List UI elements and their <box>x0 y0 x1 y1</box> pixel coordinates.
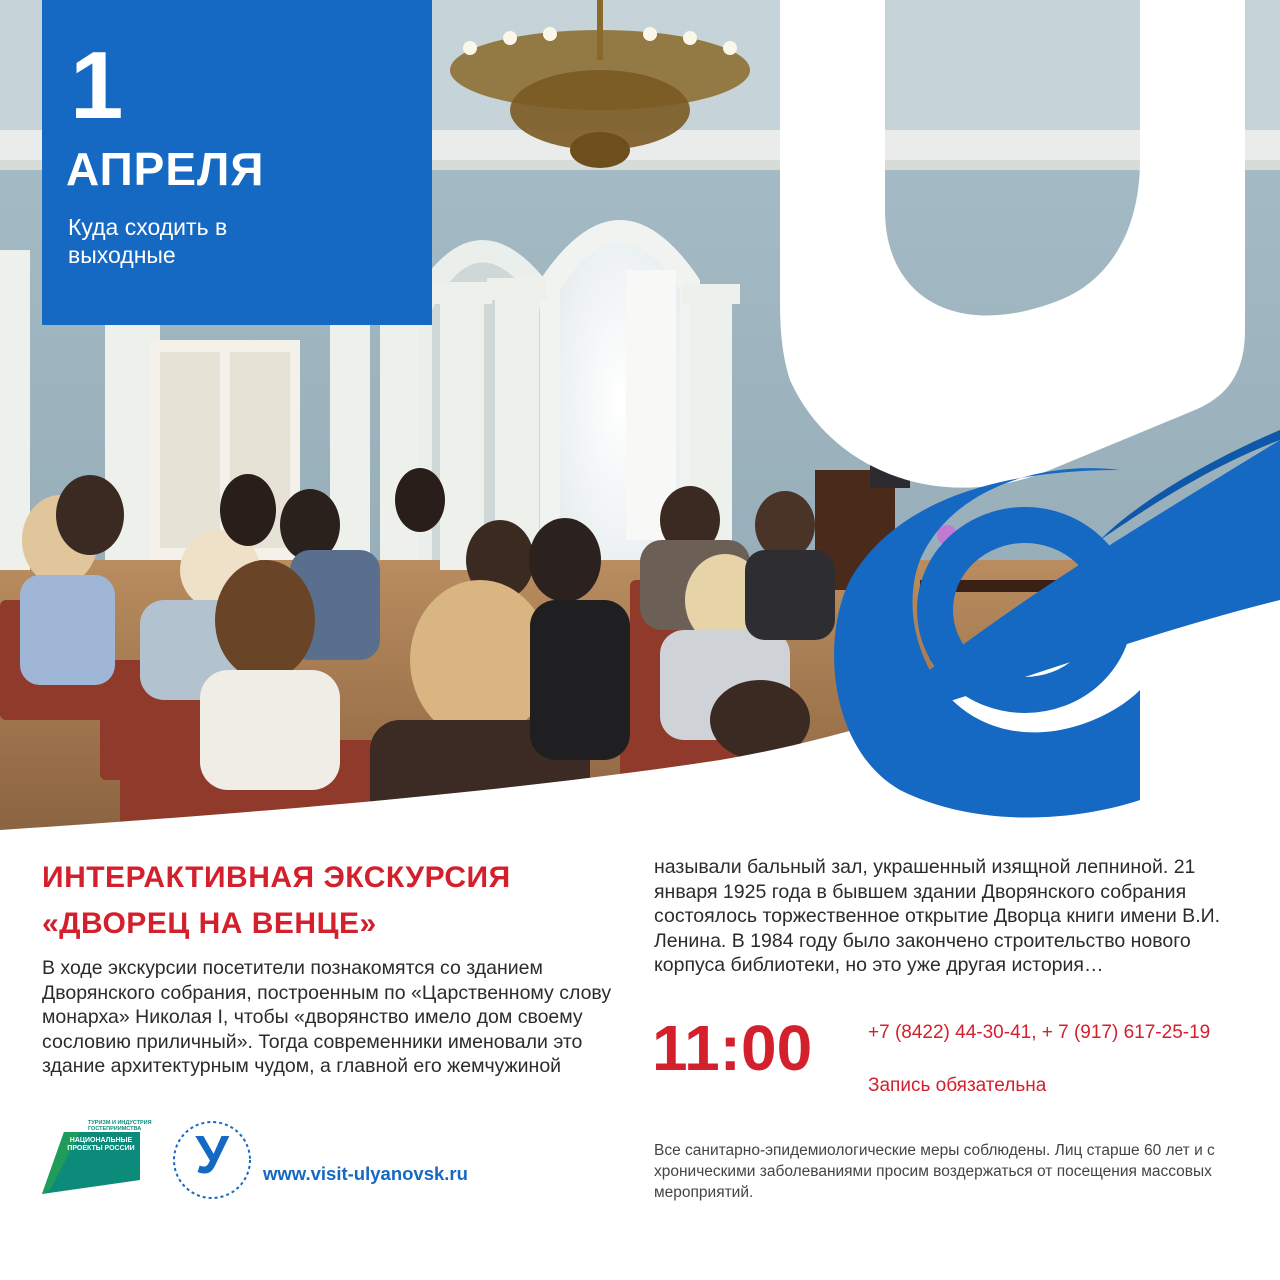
event-time: 11:00 <box>652 1012 813 1084</box>
event-description-right: называли бальный зал, украшенный изящной лепниной. 21 января 1925 года в бывшем здании Дворянского собрания состоялось торжественное открытие Дворца книги имени В.И. Ленина. В 1984 году было закончено строительство нового корпуса библиотеки, но это уже другая история… <box>654 856 1221 976</box>
event-title-line1: ИНТЕРАКТИВНАЯ ЭКСКУРСИЯ <box>42 861 511 894</box>
date-day: 1 <box>70 32 124 139</box>
contact-phone[interactable]: +7 (8422) 44-30-41, + 7 (917) 617-25-19 <box>868 1022 1211 1043</box>
tourist-center-logo <box>170 1118 254 1202</box>
registration-note: Запись обязательна <box>868 1075 1047 1096</box>
event-title-line2: «ДВОРЕЦ НА ВЕНЦЕ» <box>42 907 377 940</box>
national-projects-logo <box>40 1120 150 1198</box>
event-title <box>42 855 622 947</box>
date-badge <box>42 0 432 325</box>
event-description-left: В ходе экскурсии посетители познакомятся со зданием Дворянского собрания, построенным по «Царственному слову монарха» Николая I, чтобы «дворянство имело дом своему сословию приличный». Тогда современники именовали это здание архитектурным чудом, а главной его жемчужиной <box>42 957 612 1077</box>
badge-subtitle: Куда сходить в выходные <box>68 214 228 268</box>
national-projects-caption: ТУРИЗМ И ИНДУСТРИЯ ГОСТЕПРИИМСТВА <box>88 1120 152 1132</box>
date-month: АПРЕЛЯ <box>66 143 265 195</box>
website-link[interactable]: www.visit-ulyanovsk.ru <box>263 1163 468 1184</box>
national-projects-title: НАЦИОНАЛЬНЫЕ ПРОЕКТЫ РОССИИ <box>67 1137 135 1152</box>
tourist-center-letter: У <box>195 1125 229 1185</box>
health-notice: Все санитарно-эпидемиологические меры соблюдены. Лиц старше 60 лет и с хроническими заболеваниями просим воздержаться от посещения массовых мероприятий. <box>654 1142 1215 1201</box>
